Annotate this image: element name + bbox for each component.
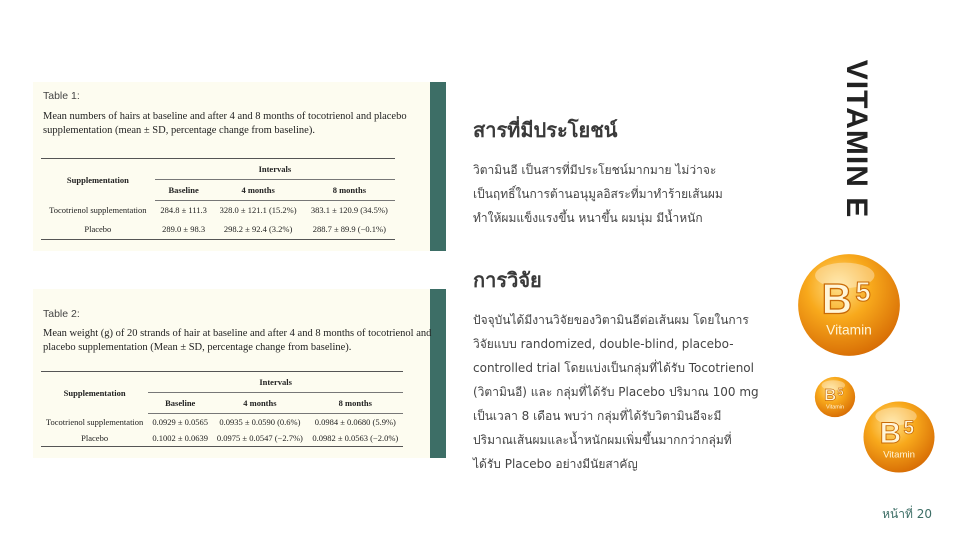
table2-header-intervals: Intervals — [148, 372, 403, 393]
orb-word: Vitamin — [826, 322, 872, 338]
side-title-text: VITAMIN E — [840, 59, 873, 219]
orb-number: 5 — [855, 275, 871, 307]
table2-cell: 0.0984 ± 0.0680 (5.9%) — [314, 416, 396, 427]
vitamin-b5-orb-medium-icon — [862, 400, 936, 474]
table1-accent-bar — [430, 82, 446, 251]
table1-col-4months: 4 months — [213, 180, 304, 201]
section2-line: controlled trial โดยแบ่งเป็นกลุ่มที่ได้รับ Tocotrienol — [473, 361, 754, 375]
table1-col-8months: 8 months — [304, 180, 395, 201]
table2-header-supplementation: Supplementation — [41, 372, 148, 414]
table1-row-label: Placebo — [41, 220, 155, 240]
section1-line: วิตามินอี เป็นสารที่มีประโยชน์มากมาย ไม่ว่าจะ — [473, 163, 717, 177]
section2-line: ปัจจุบันได้มีงานวิจัยของวิตามินอีต่อเส้นผม โดยในการ — [473, 313, 749, 327]
orb-number: 5 — [903, 418, 915, 440]
section2-line: ปริมาณเส้นผมและน้ำหนักผมเพิ่มขึ้นมากกว่ากลุ่มที่ — [473, 433, 732, 447]
table-row — [41, 414, 403, 430]
table1-grid — [41, 158, 395, 240]
table2-cell: 0.0929 ± 0.0565 — [152, 416, 209, 427]
table1-cell: 298.2 ± 92.4 (3.2%) — [213, 220, 304, 240]
table2-cell: 0.0975 ± 0.0547 (−2.7%) — [212, 430, 307, 447]
table2-title: Table 2: — [43, 308, 80, 320]
table2-card — [33, 289, 446, 458]
orb-letter: B — [879, 416, 902, 450]
section1-line: ทำให้ผมแข็งแรงขึ้น หนาขึ้น ผมนุ่ม มีน้ำหนัก — [473, 211, 703, 225]
table1-col-baseline: Baseline — [155, 180, 213, 201]
table2-caption: Mean weight (g) of 20 strands of hair at baseline and after 4 and 8 months of tocotrienol and placebo supplementation (Mean ± SD, percentage change from baseline). — [43, 328, 432, 353]
orb-letter: B — [821, 275, 853, 323]
section2-heading: การวิจัย — [473, 268, 542, 292]
section1-paragraph — [473, 158, 763, 230]
table1-cell: 284.8 ± 111.3 — [160, 205, 207, 216]
table1-cell: 328.0 ± 121.1 (15.2%) — [219, 205, 297, 216]
table1-card — [33, 82, 446, 251]
orb-letter: B — [824, 385, 837, 405]
table2-col-baseline: Baseline — [148, 393, 212, 414]
section2-line: วิจัยแบบ randomized, double-blind, placebo- — [473, 337, 734, 351]
table2-cell: 0.1002 ± 0.0639 — [148, 430, 212, 447]
table-row — [41, 220, 395, 240]
orb-word: Vitamin — [825, 404, 845, 411]
orb-number: 5 — [837, 386, 844, 399]
page-number: หน้าที่ 20 — [882, 507, 932, 521]
table1-caption: Mean numbers of hairs at baseline and after 4 and 8 months of tocotrienol and placebo supplementation (mean ± SD, percentage change from baseline). — [43, 111, 407, 136]
table1-header-supplementation: Supplementation — [41, 159, 155, 201]
vitamin-b5-orb-small-icon — [814, 376, 856, 418]
table2-accent-bar — [430, 289, 446, 458]
table2-row-label: Tocotrienol supplementation — [45, 416, 144, 427]
table1-header-intervals: Intervals — [155, 159, 395, 180]
table2-cell: 0.0982 ± 0.0563 (−2.0%) — [308, 430, 403, 447]
table2-row-label: Placebo — [41, 430, 148, 447]
table-row — [41, 201, 395, 220]
table1-cell: 288.7 ± 89.9 (−0.1%) — [304, 220, 395, 240]
section2-line: (วิตามินอี) และ กลุ่มที่ได้รับ Placebo ปริมาณ 100 mg — [473, 385, 759, 399]
section2-line: เป็นเวลา 8 เดือน พบว่า กลุ่มที่ได้รับวิตามินอีจะมี — [473, 409, 722, 423]
section1-heading: สารที่มีประโยชน์ — [473, 118, 618, 142]
table1-cell: 383.1 ± 120.9 (34.5%) — [310, 205, 388, 216]
table1-title: Table 1: — [43, 90, 80, 102]
table1-row-label: Tocotrienol supplementation — [49, 205, 147, 215]
table2-col-8months: 8 months — [308, 393, 403, 414]
table2-grid — [41, 371, 403, 447]
section2-line: ได้รับ Placebo อย่างมีนัยสาคัญ — [473, 457, 638, 471]
vitamin-e-side-title — [826, 54, 886, 224]
section2-paragraph — [473, 308, 773, 476]
table-row — [41, 430, 403, 447]
table1-cell: 289.0 ± 98.3 — [155, 220, 213, 240]
vitamin-b5-orb-large-icon — [796, 252, 902, 358]
orb-word: Vitamin — [883, 449, 915, 461]
section1-line: เป็นฤทธิ์ในการต้านอนุมูลอิสระที่มาทำร้ายเส้นผม — [473, 187, 723, 201]
table2-cell: 0.0935 ± 0.0590 (0.6%) — [219, 416, 301, 427]
table2-col-4months: 4 months — [212, 393, 307, 414]
